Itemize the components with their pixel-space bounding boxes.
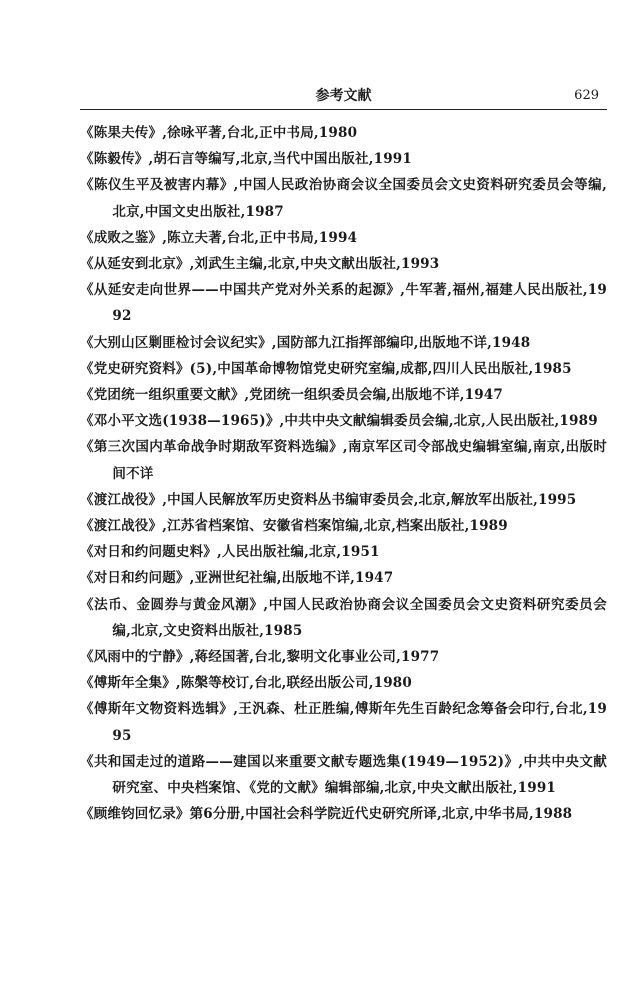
reference-text: 《大别山区剿匪检讨会议纪实》,国防部九江指挥部编印,出版地不详,1948 [80, 334, 531, 351]
reference-entry [80, 330, 607, 356]
running-title: 参考文献 [315, 88, 372, 104]
reference-entry [80, 565, 607, 591]
reference-text: 《渡江战役》,江苏省档案馆、安徽省档案馆编,北京,档案出版社,1989 [80, 518, 508, 535]
reference-text: 《邓小平文选(1938—1965)》,中共中央文献编辑委员会编,北京,人民出版社,1989 [80, 413, 598, 430]
reference-entry [80, 434, 607, 486]
reference-entry [80, 539, 607, 565]
reference-entry [80, 801, 607, 827]
reference-list [80, 120, 607, 827]
reference-text: 《从延安到北京》,刘武生主编,北京,中央文献出版社,1993 [80, 256, 440, 273]
reference-entry [80, 696, 607, 748]
reference-entry [80, 356, 607, 382]
reference-text: 《傅斯年全集》,陈槃等校订,台北,联经出版公司,1980 [80, 675, 412, 692]
reference-entry [80, 513, 607, 539]
reference-text: 《风雨中的宁静》,蒋经国著,台北,黎明文化事业公司,1977 [80, 649, 440, 666]
reference-entry [80, 408, 607, 434]
running-header [80, 86, 607, 108]
reference-entry [80, 592, 607, 644]
reference-entry [80, 749, 607, 801]
reference-text: 《傅斯年文物资料选辑》,王汎森、杜正胜编,傅斯年先生百龄纪念筹备会印行,台北,1995 [80, 701, 607, 744]
reference-entry [80, 277, 607, 329]
header-rule [80, 109, 607, 110]
reference-text: 《渡江战役》,中国人民解放军历史资料丛书编审委员会,北京,解放军出版社,1995 [80, 491, 577, 508]
reference-text: 《陈果夫传》,徐咏平著,台北,正中书局,1980 [80, 125, 358, 141]
reference-entry [80, 251, 607, 277]
reference-text: 《法币、金圆券与黄金风潮》,中国人民政治协商会议全国委员会文史资料研究委员会编,北京,文史资料出版社,1985 [80, 596, 607, 639]
reference-entry [80, 487, 607, 513]
reference-entry [80, 172, 607, 224]
reference-text: 《陈毅传》,胡石言等编写,北京,当代中国出版社,1991 [80, 151, 412, 168]
reference-text: 《共和国走过的道路——建国以来重要文献专题选集(1949—1952)》,中共中央文献研究室、中央档案馆、《党的文献》编辑部编,北京,中央文献出版社,1991 [80, 753, 607, 797]
reference-text: 《顾维钧回忆录》第6分册,中国社会科学院近代史研究所译,北京,中华书局,1988 [80, 806, 573, 823]
reference-entry [80, 146, 607, 172]
reference-text: 《成败之鉴》,陈立夫著,台北,正中书局,1994 [80, 229, 358, 246]
reference-text: 《党团统一组织重要文献》,党团统一组织委员会编,出版地不详,1947 [80, 387, 503, 404]
reference-entry [80, 225, 607, 251]
reference-text: 《对日和约问题史料》,人民出版社编,北京,1951 [80, 544, 380, 561]
reference-entry [80, 382, 607, 408]
reference-text: 《党史研究资料》(5),中国革命博物馆党史研究室编,成都,四川人民出版社,1985 [80, 360, 572, 377]
reference-text: 《从延安走向世界——中国共产党对外关系的起源》,牛军著,福州,福建人民出版社,1992 [80, 282, 607, 325]
reference-text: 《对日和约问题》,亚洲世纪社编,出版地不详,1947 [80, 570, 394, 587]
reference-entry [80, 670, 607, 696]
reference-text: 《第三次国内革命战争时期敌军资料选编》,南京军区司令部战史编辑室编,南京,出版时间不详 [80, 439, 607, 482]
reference-text: 《陈仪生平及被害内幕》,中国人民政治协商会议全国委员会文史资料研究委员会等编,北京,中国文史出版社,1987 [80, 177, 607, 220]
page-number: 629 [574, 88, 599, 103]
reference-entry [80, 644, 607, 670]
reference-entry [80, 120, 607, 146]
